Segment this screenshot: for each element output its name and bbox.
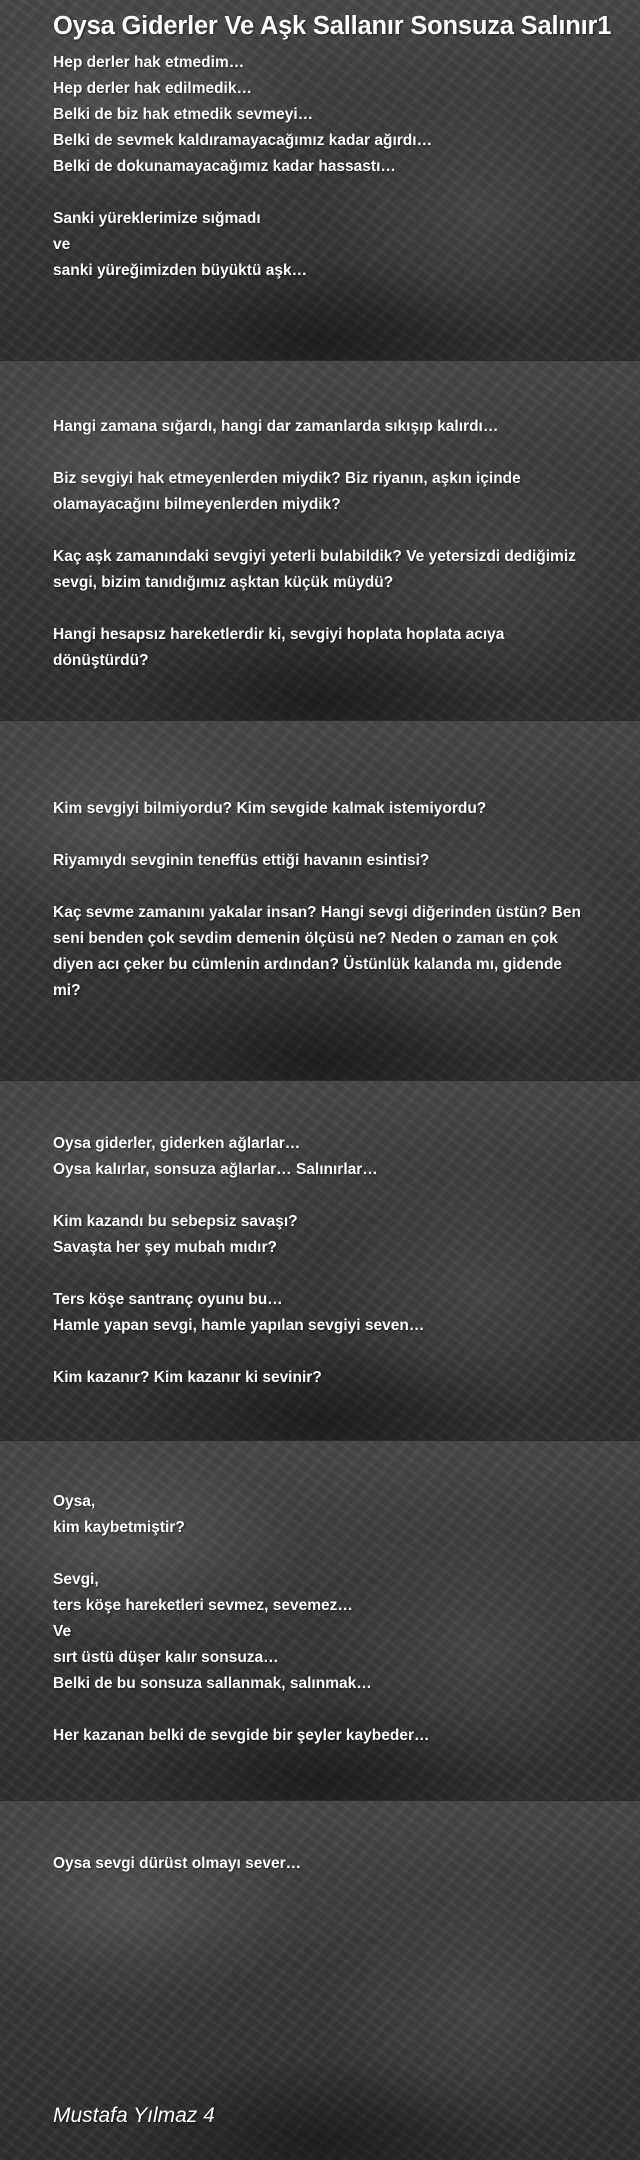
stanza-3-para-3: Kaç sevme zamanını yakalar insan? Hangi sevgi diğerinden üstün? Ben seni benden çok sevdim demenin ölçüsü ne? Neden o zaman en çok diyen acı çeker bu cümlenin ardından? Üstünlük kalanda mı, gidende mi? [53, 904, 582, 999]
stanza-4-line-5: Savaşta her şey mubah mıdır? [53, 1239, 277, 1256]
stanza-6 [53, 1851, 593, 1877]
stanza-2-line-1: Hangi zamana sığardı, hangi dar zamanlarda sıkışıp kalırdı… [53, 418, 499, 435]
stanza-5-line-1: Oysa, [53, 1493, 96, 1510]
stanza-6-line-1: Oysa sevgi dürüst olmayı sever… [53, 1855, 302, 1872]
stanza-5-line-7: sırt üstü düşer kalır sonsuza… [53, 1649, 279, 1666]
stanza-4-line-2: Oysa kalırlar, sonsuza ağlarlar… Salınırlar… [53, 1161, 378, 1178]
stanza-5-blank-2 [53, 1697, 593, 1723]
stanza-4-line-1: Oysa giderler, giderken ağlarlar… [53, 1135, 301, 1152]
stanza-3-line-1: Kim sevgiyi bilmiyordu? Kim sevgide kalmak istemiyordu? [53, 800, 487, 817]
stanza-2-para-4: Hangi hesapsız hareketlerdir ki, sevgiyi hoplata hoplata acıya dönüştürdü? [53, 626, 505, 669]
stanza-5-line-6: Ve [53, 1623, 72, 1640]
stanza-2-blank-3 [53, 596, 588, 622]
stanza-5-line-4: Sevgi, [53, 1571, 99, 1588]
stanza-5-line-10: Her kazanan belki de sevgide bir şeyler kaybeder… [53, 1727, 430, 1744]
stanza-2-blank-1 [53, 440, 588, 466]
stanza-1-line-7: Sanki yüreklerimize sığmadı [53, 210, 261, 227]
stanza-5-line-2: kim kaybetmiştir? [53, 1519, 185, 1536]
poem-panel-1 [0, 0, 640, 360]
poem-panel-4 [0, 1081, 640, 1440]
stanza-1-line-8: ve [53, 236, 71, 253]
poem-panel-6 [0, 1801, 640, 2160]
stanza-1-line-2: Hep derler hak edilmedik… [53, 80, 252, 97]
stanza-4-blank-1 [53, 1183, 593, 1209]
stanza-3-blank-1 [53, 822, 590, 848]
stanza-5-line-5: ters köşe hareketleri sevmez, sevemez… [53, 1597, 353, 1614]
stanza-2 [53, 414, 588, 674]
stanza-5-line-8: Belki de bu sonsuza sallanmak, salınmak… [53, 1675, 372, 1692]
stanza-4-line-8: Hamle yapan sevgi, hamle yapılan sevgiyi seven… [53, 1317, 425, 1334]
stanza-4-line-10: Kim kazanır? Kim kazanır ki sevinir? [53, 1369, 322, 1386]
stanza-1-line-9: sanki yüreğimizden büyüktü aşk… [53, 262, 308, 279]
stanza-1-line-3: Belki de biz hak etmedik sevmeyi… [53, 106, 314, 123]
stanza-3 [53, 796, 590, 1004]
poem-panel-3 [0, 721, 640, 1080]
stanza-2-blank-2 [53, 518, 588, 544]
stanza-5-blank-1 [53, 1541, 593, 1567]
stanza-4-blank-2 [53, 1261, 593, 1287]
poem-title: Oysa Giderler Ve Aşk Sallanır Sonsuza Salınır1 [53, 12, 612, 40]
author-name: Mustafa Yılmaz 4 [53, 2104, 215, 2127]
stanza-4-blank-3 [53, 1339, 593, 1365]
stanza-4-line-4: Kim kazandı bu sebepsiz savaşı? [53, 1213, 298, 1230]
stanza-1-line-5: Belki de dokunamayacağımız kadar hassastı… [53, 158, 396, 175]
stanza-2-para-2: Biz sevgiyi hak etmeyenlerden miydik? Biz riyanın, aşkın içinde olamayacağını bilmeyenlerden miydik? [53, 470, 521, 513]
poem-panel-2 [0, 361, 640, 720]
stanza-1-line-4: Belki de sevmek kaldıramayacağımız kadar ağırdı… [53, 132, 433, 149]
stanza-1 [53, 50, 593, 284]
stanza-4-line-7: Ters köşe santranç oyunu bu… [53, 1291, 283, 1308]
stanza-3-line-2: Riyamıydı sevginin teneffüs ettiği havanın esintisi? [53, 852, 430, 869]
stanza-1-line-1: Hep derler hak etmedim… [53, 54, 245, 71]
stanza-1-blank [53, 180, 593, 206]
stanza-4 [53, 1131, 593, 1391]
stanza-2-para-3: Kaç aşk zamanındaki sevgiyi yeterli bulabildik? Ve yetersizdi dediğimiz sevgi, bizim tanıdığımız aşktan küçük müydü? [53, 548, 576, 591]
poem-panel-5 [0, 1441, 640, 1800]
stanza-3-blank-2 [53, 874, 590, 900]
stanza-5 [53, 1489, 593, 1749]
